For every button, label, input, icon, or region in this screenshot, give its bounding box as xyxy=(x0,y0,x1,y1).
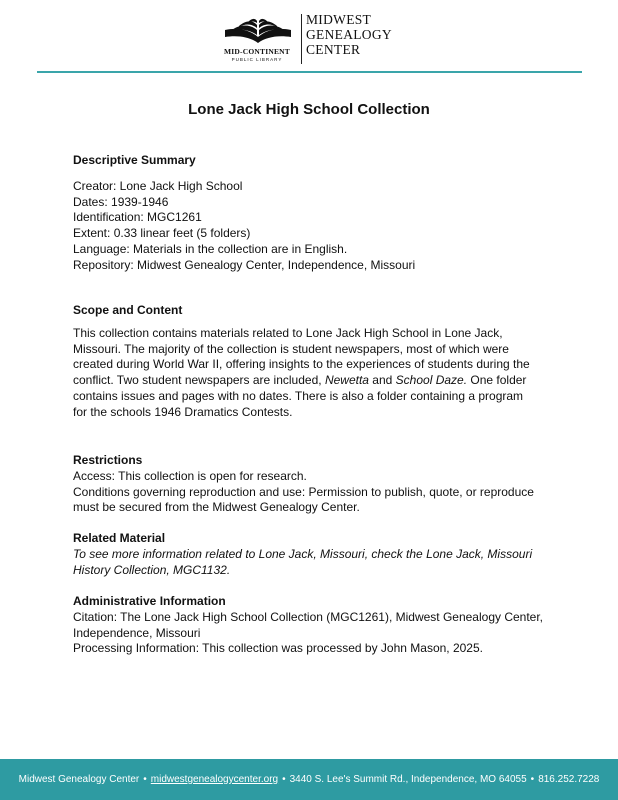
section-related-material xyxy=(73,531,553,578)
footer-separator: • xyxy=(530,774,535,785)
section-administrative xyxy=(73,594,553,657)
admin-citation: Citation: The Lone Jack High School Collection (MGC1261), Midwest Genealogy Center, xyxy=(73,609,544,624)
summary-repository: Repository: Midwest Genealogy Center, Independence, Missouri xyxy=(73,257,416,272)
document-title: Lone Jack High School Collection xyxy=(188,101,430,118)
library-name: MID-CONTINENT xyxy=(224,47,290,56)
section-heading: Descriptive Summary xyxy=(73,153,196,167)
newspaper-title: Newetta xyxy=(324,373,369,388)
scope-line: contains issues and pages with no dates. There is also a folder containing a program xyxy=(73,388,524,403)
center-name-line: CENTER xyxy=(306,42,361,57)
scope-text: conflict. Two student newspapers are included, xyxy=(73,373,325,388)
scope-line xyxy=(73,373,553,389)
scope-line: Missouri. The majority of the collection is student newspapers, most of which were xyxy=(73,341,509,356)
footer-address: 3440 S. Lee's Summit Rd., Independence, MO 64055 xyxy=(289,774,527,785)
section-heading: Related Material xyxy=(73,531,166,545)
section-heading: Administrative Information xyxy=(73,594,226,608)
library-subname: PUBLIC LIBRARY xyxy=(231,57,283,62)
header-rule xyxy=(37,71,582,73)
summary-dates: Dates: 1939-1946 xyxy=(73,194,169,209)
related-line: To see more information related to Lone Jack, Missouri, check the Lone Jack, Missouri xyxy=(73,546,533,561)
page-footer xyxy=(0,759,618,800)
section-descriptive-summary xyxy=(73,153,553,274)
footer-website-link[interactable]: midwestgenealogycenter.org xyxy=(150,774,279,785)
center-name-line: MIDWEST xyxy=(306,12,372,27)
restrictions-conditions: Conditions governing reproduction and use: Permission to publish, quote, or reproduce xyxy=(73,484,534,499)
summary-language: Language: Materials in the collection are in English. xyxy=(73,241,348,256)
related-line: History Collection, MGC1132. xyxy=(73,562,231,577)
scope-line: This collection contains materials related to Lone Jack High School in Lone Jack, xyxy=(73,325,503,340)
section-heading: Scope and Content xyxy=(73,303,183,317)
scope-text: One folder xyxy=(467,373,527,388)
page-header xyxy=(0,8,618,68)
restrictions-conditions: must be secured from the Midwest Genealogy Center. xyxy=(73,500,360,515)
footer-phone: 816.252.7228 xyxy=(538,774,600,785)
restrictions-access: Access: This collection is open for research. xyxy=(73,468,307,483)
summary-extent: Extent: 0.33 linear feet (5 folders) xyxy=(73,226,251,241)
scope-text: and xyxy=(368,373,396,388)
scope-line: created during World War II, offering insights to the experiences of students during the xyxy=(73,357,530,372)
footer-separator: • xyxy=(143,774,147,785)
logo-divider xyxy=(301,14,302,64)
admin-processing: Processing Information: This collection was processed by John Mason, 2025. xyxy=(73,641,483,656)
open-book-icon xyxy=(222,16,294,46)
footer-separator: • xyxy=(282,774,286,785)
admin-citation: Independence, Missouri xyxy=(73,625,201,640)
summary-identification: Identification: MGC1261 xyxy=(73,210,202,225)
section-scope xyxy=(73,303,553,421)
summary-creator: Creator: Lone Jack High School xyxy=(73,178,243,193)
section-heading: Restrictions xyxy=(73,453,143,467)
newspaper-title: School Daze. xyxy=(395,373,468,388)
center-name xyxy=(306,12,392,57)
section-restrictions xyxy=(73,453,553,516)
center-name-line: GENEALOGY xyxy=(306,27,392,42)
scope-line: for the schools 1946 Dramatics Contests. xyxy=(73,404,293,419)
footer-org: Midwest Genealogy Center xyxy=(18,774,140,785)
library-logo xyxy=(218,16,296,66)
